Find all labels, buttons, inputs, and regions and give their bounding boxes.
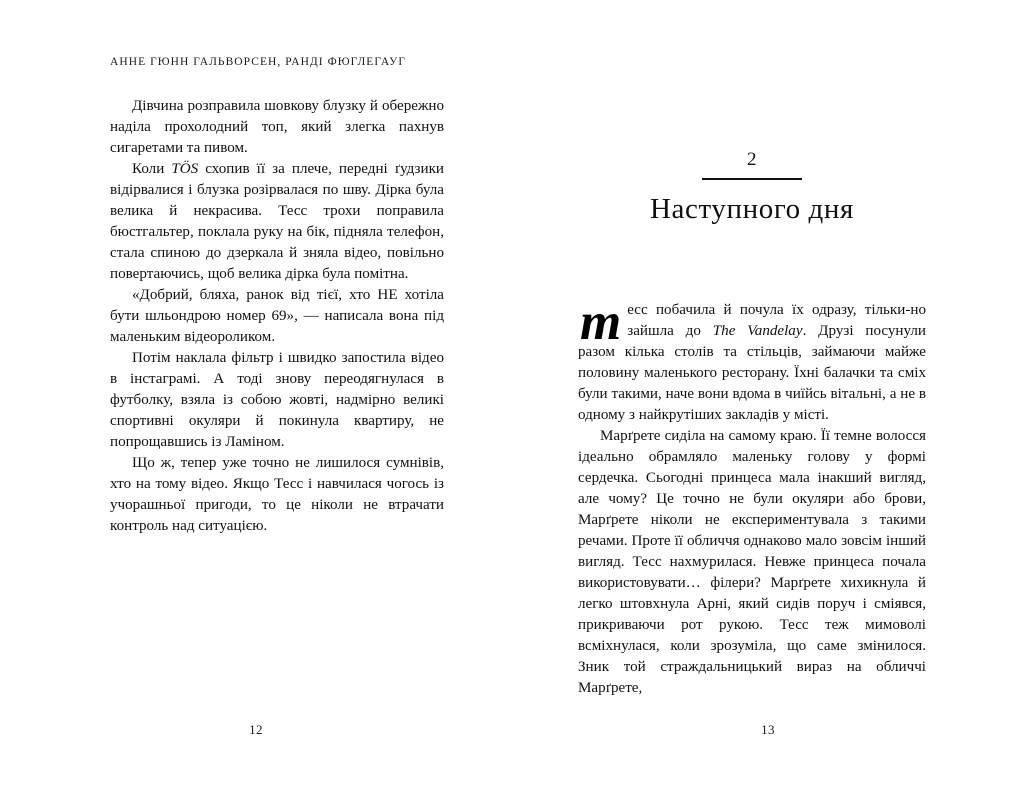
- chapter-title: Наступного дня: [650, 193, 854, 225]
- italic-phrase: The Vandelay: [712, 323, 803, 339]
- running-head-authors: АННЕ ГЮНН ГАЛЬВОРСЕН, РАНДІ ФЮГЛЕГАУГ: [110, 56, 407, 68]
- paragraph: [110, 96, 444, 159]
- paragraph: [110, 285, 444, 348]
- chapter-heading: [578, 150, 926, 226]
- paragraph-with-dropcap: [578, 293, 926, 426]
- paragraph: [110, 453, 444, 537]
- left-page-textblock: [110, 96, 444, 537]
- page-number-left: [0, 722, 512, 738]
- paragraph-text: есс побачила й почула їх одразу, тільки-но зайшла до The Vandelay. Друзі посунули разом кілька столів та стільців, займаючи майже половину маленького ресторану. Їхні балачки та сміх були такими, наче вони вдома в чиїйсь вітальні, а не в одному з найкрутіших закладів у місті.: [578, 302, 926, 423]
- paragraph: [578, 426, 926, 699]
- paragraph-text: Що ж, тепер уже точно не лишилося сумнівів, хто на тому відео. Якщо Тесс і навчилася чогось із учорашньої пригоди, то це ніколи не втрачати контроль над ситуацією.: [110, 455, 444, 534]
- chapter-divider-rule: [702, 178, 802, 180]
- page-number-value: 12: [249, 722, 263, 737]
- paragraph: [110, 159, 444, 285]
- paragraph-text: Дівчина розправила шовкову блузку й обережно наділа прохолодний топ, який злегка пахнув сигаретами та пивом.: [110, 98, 444, 156]
- paragraph-text: «Добрий, бляха, ранок від тієї, хто НЕ хотіла бути шльондрою номер 69», — написала вона під маленьким відеороликом.: [110, 287, 444, 345]
- page-number-right: [512, 722, 1024, 738]
- paragraph-text: Марґрете сиділа на самому краю. Її темне волосся ідеально обрамляло маленьку голову у формі сердечка. Сьогодні принцеса мала інакший вигляд, але чому? Це точно не були окуляри або брови, Марґрете ніколи не експериментувала з такими речами. Проте її обличчя однаково мало зовсім інший вигляд. Тесс нахмурилася. Невже принцеса почала використовувати… філери? Марґрете хихикнула й легко штовхнула Арні, який сидів поруч і сміявся, прикриваючи рот рукою. Тесс теж мимоволі всміхнулася, коли зрозуміла, що саме змінилося. Зник той страждальницький вираз на обличчі Марґрете,: [578, 428, 926, 696]
- chapter-number: 2: [747, 149, 757, 170]
- page-number-value: 13: [761, 722, 775, 737]
- paragraph-text: Потім наклала фільтр і швидко запостила відео в інстаграмі. А тоді знову переодягнулася в футболку, взяла із собою жовті, надмірно великі спортивні окуляри й покинула квартиру, не попрощавшись із Ламіном.: [110, 350, 444, 450]
- paragraph-text: Коли TÖS схопив її за плече, передні ґудзики відірвалися і блузка розірвалася по шву. Дірка була велика й некрасива. Тесс трохи поправила бюстгальтер, поклала руку на бік, підняла телефон, стала спиною до дзеркала й зняла відео, повільно повертаючись, щоб велика дірка була помітна.: [110, 161, 444, 282]
- drop-cap-letter: т: [580, 293, 622, 351]
- italic-phrase: TÖS: [171, 161, 199, 177]
- right-page-textblock: [578, 293, 926, 699]
- paragraph: [110, 348, 444, 453]
- right-page: [512, 0, 1024, 788]
